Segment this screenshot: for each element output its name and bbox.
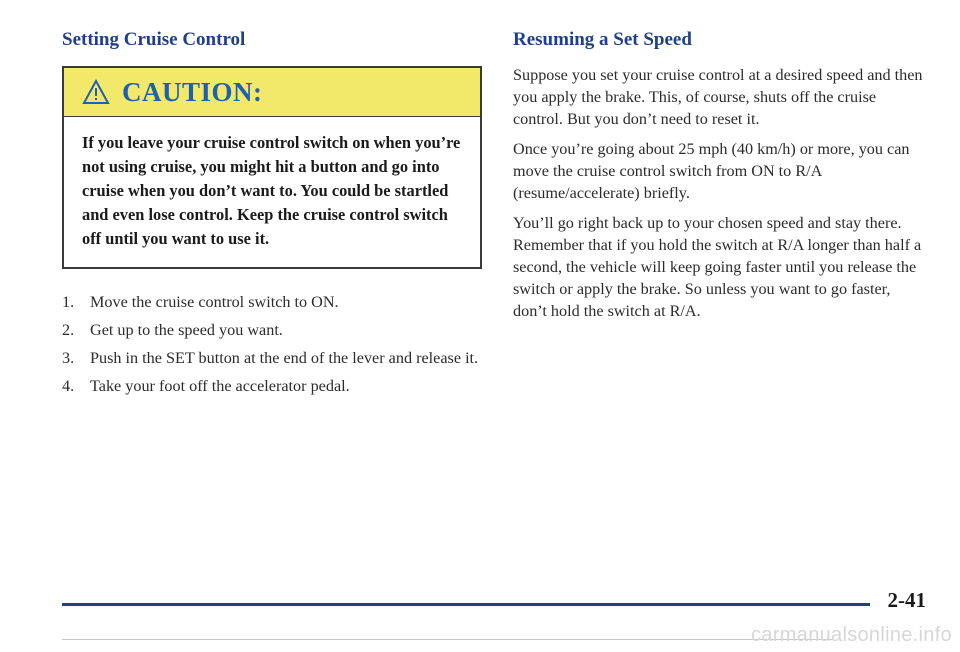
list-item — [62, 375, 486, 397]
watermark: carmanualsonline.info — [751, 624, 952, 646]
step-number: 3. — [62, 349, 75, 367]
paragraph: You’ll go right back up to your chosen speed and stay there. Remember that if you hold the switch at R/A longer than half a second, the vehicle will keep going faster until you release the switch or apply the brake. So unless you want to go faster, don’t hold the switch at R/A. — [513, 214, 922, 320]
bottom-divider — [62, 639, 832, 640]
caution-box — [62, 66, 482, 269]
left-column — [62, 26, 486, 403]
paragraph: Suppose you set your cruise control at a desired speed and then you apply the brake. This, of course, shuts off the cruise control. But you don’t need to reset it. — [513, 66, 923, 128]
caution-text: If you leave your cruise control switch on when you’re not using cruise, you might hit a button and go into cruise when you don’t want to. You could be startled and even lose control. Keep the cruise control switch off until you want to use it. — [82, 133, 461, 248]
step-number: 1. — [62, 293, 75, 311]
right-column — [513, 26, 923, 330]
steps-list — [62, 291, 486, 397]
section-heading-setting-cruise-control: Setting Cruise Control — [62, 29, 246, 50]
step-number: 4. — [62, 377, 75, 395]
list-item — [62, 319, 486, 341]
caution-title: CAUTION: — [122, 76, 263, 107]
list-item — [62, 291, 486, 313]
section-heading-resuming-set-speed: Resuming a Set Speed — [513, 29, 692, 50]
caution-header — [64, 68, 480, 117]
paragraph: Once you’re going about 25 mph (40 km/h) or more, you can move the cruise control switch from ON to R/A (resume/accelerate) briefly. — [513, 140, 910, 202]
step-text: Push in the SET button at the end of the lever and release it. — [90, 349, 479, 367]
footer-rule — [62, 603, 870, 606]
list-item — [62, 347, 486, 369]
step-number: 2. — [62, 321, 75, 339]
step-text: Get up to the speed you want. — [90, 321, 283, 339]
warning-triangle-icon — [82, 79, 110, 105]
step-text: Take your foot off the accelerator pedal. — [90, 377, 350, 395]
page-number: 2-41 — [887, 588, 926, 612]
step-text: Move the cruise control switch to ON. — [90, 293, 339, 311]
